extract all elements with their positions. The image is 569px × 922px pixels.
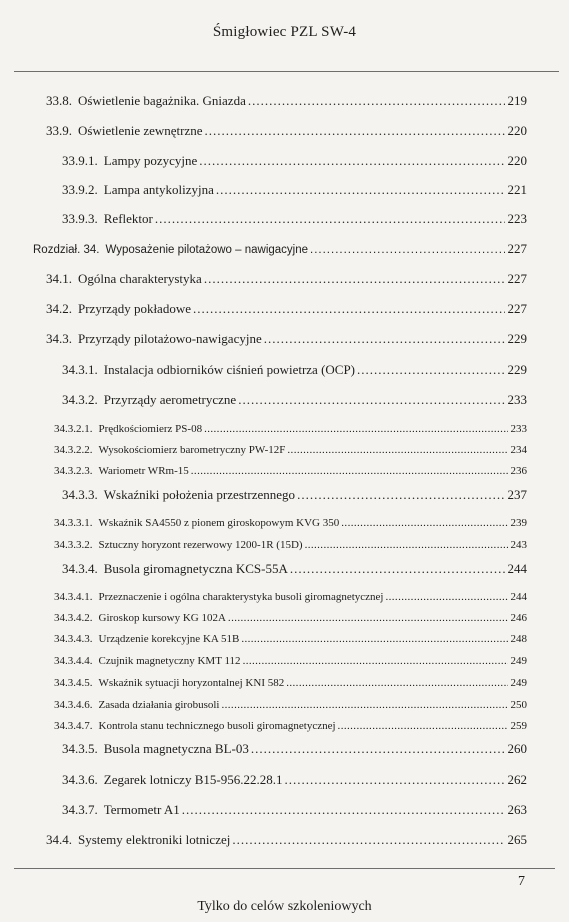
running-header: Śmigłowiec PZL SW-4 <box>212 24 357 40</box>
dot-leader <box>264 332 505 345</box>
toc-entry[interactable] <box>62 773 527 786</box>
toc-entry-number: 34.3.4.6. <box>54 699 93 711</box>
toc-entry-number: 34.3. <box>46 331 72 346</box>
toc-entry-title: Czujnik magnetyczny KMT 112 <box>98 655 241 667</box>
toc-entry-title: Systemy elektroniki lotniczej <box>78 832 231 847</box>
toc-entry-page: 244 <box>510 591 527 603</box>
toc-entry[interactable] <box>54 721 527 732</box>
toc-entry-number: 34.3.4.2. <box>54 612 93 624</box>
toc-entry-title: Kontrola stanu technicznego busoli giromagnetycznej <box>98 720 336 732</box>
dot-leader <box>228 613 508 624</box>
dot-leader <box>182 803 505 816</box>
dot-leader <box>241 634 507 645</box>
toc-entry-title: Instalacja odbiorników ciśnień powietrza (OCP) <box>103 362 356 377</box>
toc-entry-title: Urządzenie korekcyjne KA 51B <box>98 633 240 645</box>
toc-entry-number: 33.9.3. <box>62 211 98 226</box>
toc-chapter-entry[interactable] <box>33 242 527 257</box>
toc-entry-number: 34.3.4.7. <box>54 720 93 732</box>
toc-entry-number: 34.3.4.3. <box>54 633 93 645</box>
dot-leader <box>310 245 504 257</box>
dot-leader <box>251 742 505 755</box>
toc-entry-number: 34.3.4. <box>62 561 98 576</box>
toc-entry-title: Wskaźniki położenia przestrzennego <box>103 487 296 502</box>
toc-entry-title: Busola magnetyczna BL-03 <box>103 741 249 756</box>
toc-entry-page: 227 <box>507 271 527 286</box>
toc-entry-title: Wskaźnik SA4550 z pionem giroskopowym KVG 350 <box>98 517 340 529</box>
toc-entry-number: 34.3.3.1. <box>54 517 93 529</box>
toc-entry[interactable] <box>54 700 527 711</box>
toc-entry-page: 237 <box>507 487 527 502</box>
toc-entry-page: 219 <box>507 93 527 108</box>
dot-leader <box>193 302 505 315</box>
toc-entry-title: Prędkościomierz PS-08 <box>98 423 203 435</box>
toc-entry[interactable] <box>46 272 527 285</box>
toc-entry-title: Oświetlenie zewnętrzne <box>78 123 203 138</box>
toc-entry-number: 33.9.1. <box>62 153 98 168</box>
toc-entry-number: 34.3.3.2. <box>54 539 93 551</box>
toc-entry-number: 34.3.5. <box>62 741 98 756</box>
toc-entry[interactable] <box>54 540 527 551</box>
toc-entry[interactable] <box>62 562 527 575</box>
toc-entry-title: Przyrządy pilotażowo-nawigacyjne <box>78 331 262 346</box>
toc-entry-number: 33.8. <box>46 93 72 108</box>
toc-entry[interactable] <box>62 212 527 225</box>
toc-entry[interactable] <box>46 94 527 107</box>
toc-entry[interactable] <box>46 302 527 315</box>
toc-entry-page: 220 <box>507 153 527 168</box>
toc-entry[interactable] <box>54 424 527 435</box>
toc-entry[interactable] <box>62 183 527 196</box>
toc-entry-number: 34.4. <box>46 832 72 847</box>
toc-entry-title: Busola giromagnetyczna KCS-55A <box>103 561 288 576</box>
toc-entry-number: Rozdział. 34. <box>33 244 100 256</box>
page-number: 7 <box>518 874 525 889</box>
toc-entry-title: Sztuczny horyzont rezerwowy 1200-1R (15D) <box>98 539 303 551</box>
toc-entry-page: 244 <box>507 561 527 576</box>
toc-entry-title: Wyposażenie pilotażowo – nawigacyjne <box>105 244 309 256</box>
toc-entry-number: 34.3.2.2. <box>54 444 93 456</box>
running-footer: Tylko do celów szkoleniowych <box>197 899 372 914</box>
dot-leader <box>357 363 504 376</box>
toc-entry-page: 221 <box>507 182 527 197</box>
toc-entry-number: 34.3.3. <box>62 487 98 502</box>
dot-leader <box>204 272 505 285</box>
dot-leader <box>232 833 504 846</box>
toc-entry[interactable] <box>54 592 527 603</box>
toc-entry-number: 34.2. <box>46 301 72 316</box>
dot-leader <box>199 154 504 167</box>
toc-entry-page: 220 <box>507 123 527 138</box>
dot-leader <box>248 94 505 107</box>
toc-entry[interactable] <box>54 678 527 689</box>
toc-entry[interactable] <box>62 742 527 755</box>
toc-entry-page: 233 <box>510 423 527 435</box>
toc-entry-title: Przyrządy pokładowe <box>78 301 191 316</box>
dot-leader <box>155 212 505 225</box>
dot-leader <box>385 592 507 603</box>
toc-entry-page: 263 <box>507 802 527 817</box>
toc-entry-title: Lampy pozycyjne <box>103 153 198 168</box>
toc-entry-page: 229 <box>507 362 527 377</box>
toc-entry-title: Wariometr WRm-15 <box>98 465 189 477</box>
toc-entry-title: Przyrządy aerometryczne <box>103 392 237 407</box>
toc-entry[interactable] <box>54 656 527 667</box>
toc-entry-page: 229 <box>507 331 527 346</box>
toc-entry-page: 227 <box>507 241 527 256</box>
toc-entry[interactable] <box>46 332 527 345</box>
header-rule <box>14 71 559 72</box>
toc-entry-number: 34.3.2.1. <box>54 423 93 435</box>
dot-leader <box>286 678 507 689</box>
toc-entry-page: 236 <box>510 465 527 477</box>
dot-leader <box>287 445 507 456</box>
toc-entry-number: 34.3.2. <box>62 392 98 407</box>
toc-entry-number: 34.1. <box>46 271 72 286</box>
toc-entry-number: 34.3.4.1. <box>54 591 93 603</box>
toc-entry-page: 223 <box>507 211 527 226</box>
toc-entry[interactable] <box>62 803 527 816</box>
dot-leader <box>238 393 504 406</box>
dot-leader <box>221 700 507 711</box>
toc-entry-title: Przeznaczenie i ogólna charakterystyka busoli giromagnetycznej <box>98 591 384 603</box>
toc-entry[interactable] <box>62 363 527 376</box>
toc-entry-number: 33.9.2. <box>62 182 98 197</box>
footer-rule <box>14 868 555 869</box>
toc-entry-page: 249 <box>510 677 527 689</box>
toc-entry-page: 233 <box>507 392 527 407</box>
toc-entry-title: Wysokościomierz barometryczny PW-12F <box>98 444 286 456</box>
toc-entry-page: 250 <box>510 699 527 711</box>
toc-entry-page: 234 <box>510 444 527 456</box>
toc-entry-title: Zegarek lotniczy B15-956.22.28.1 <box>103 772 283 787</box>
dot-leader <box>341 518 507 529</box>
dot-leader <box>305 540 508 551</box>
dot-leader <box>290 562 505 575</box>
toc-entry[interactable] <box>54 445 527 456</box>
toc-entry[interactable] <box>54 634 527 645</box>
toc-entry[interactable] <box>62 488 527 501</box>
toc-entry-title: Oświetlenie bagażnika. Gniazda <box>78 93 246 108</box>
toc-entry[interactable] <box>46 833 527 846</box>
toc-entry-page: 249 <box>510 655 527 667</box>
dot-leader <box>338 721 508 732</box>
toc-entry-page: 260 <box>507 741 527 756</box>
toc-entry-page: 265 <box>507 832 527 847</box>
toc-entry-page: 243 <box>510 539 527 551</box>
dot-leader <box>284 773 504 786</box>
toc-entry[interactable] <box>62 393 527 406</box>
dot-leader <box>191 466 508 477</box>
toc-entry-number: 34.3.4.4. <box>54 655 93 667</box>
dot-leader <box>243 656 508 667</box>
toc-entry-page: 246 <box>510 612 527 624</box>
toc-entry[interactable] <box>54 518 527 529</box>
toc-entry[interactable] <box>54 613 527 624</box>
toc-entry-page: 262 <box>507 772 527 787</box>
toc-entry-title: Zasada działania girobusoli <box>98 699 220 711</box>
toc-entry-number: 34.3.4.5. <box>54 677 93 689</box>
toc-entry-page: 227 <box>507 301 527 316</box>
toc-entry-title: Reflektor <box>103 211 153 226</box>
dot-leader <box>297 488 504 501</box>
toc-entry[interactable] <box>62 154 527 167</box>
toc-entry-page: 259 <box>510 720 527 732</box>
toc-entry[interactable] <box>54 466 527 477</box>
dot-leader <box>216 183 505 196</box>
toc-entry-page: 239 <box>510 517 527 529</box>
toc-entry-number: 34.3.1. <box>62 362 98 377</box>
toc-entry-number: 33.9. <box>46 123 72 138</box>
toc-entry[interactable] <box>46 124 527 137</box>
toc-entry-title: Wskaźnik sytuacji horyzontalnej KNI 582 <box>98 677 285 689</box>
toc-entry-number: 34.3.2.3. <box>54 465 93 477</box>
toc-entry-number: 34.3.6. <box>62 772 98 787</box>
dot-leader <box>204 424 507 435</box>
toc-entry-title: Ogólna charakterystyka <box>78 271 202 286</box>
toc-entry-page: 248 <box>510 633 527 645</box>
toc-entry-title: Termometr A1 <box>103 802 180 817</box>
dot-leader <box>205 124 505 137</box>
toc-entry-number: 34.3.7. <box>62 802 98 817</box>
toc-entry-title: Giroskop kursowy KG 102A <box>98 612 226 624</box>
toc-entry-title: Lampa antykolizyjna <box>103 182 214 197</box>
